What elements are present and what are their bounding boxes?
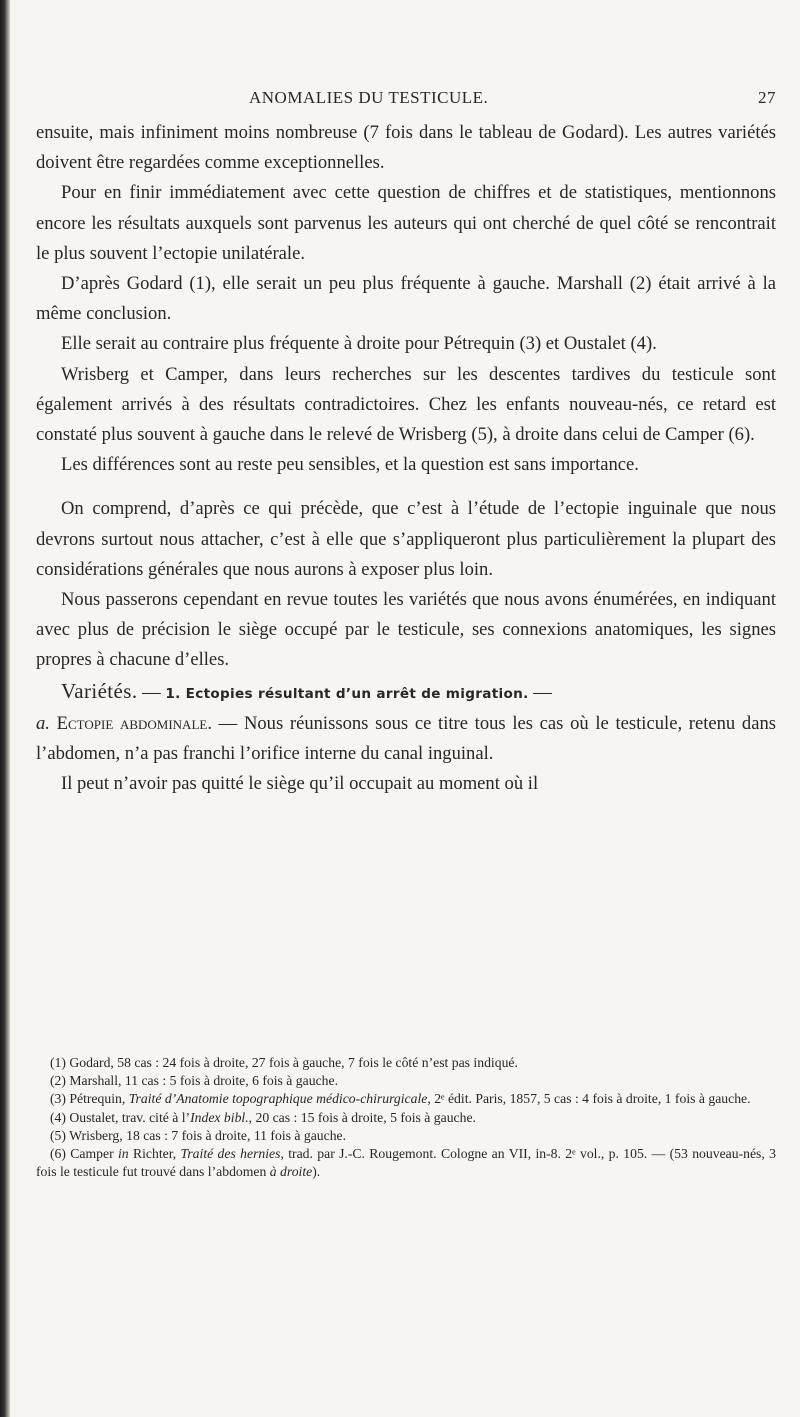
paragraph: Pour en finir immédiatement avec cette question de chiffres et de statistiques, mentionnons encore les résultats auxquels sont parvenus les auteurs qui ont cherché de quel côté se rencontrait le plus souvent l’ectopie unilatérale. <box>36 182 776 264</box>
running-head <box>36 88 778 110</box>
footnote-4 <box>36 1109 776 1127</box>
footnote-text: Richter, <box>128 1146 181 1162</box>
paragraph: On comprend, d’après ce qui précède, que c’est à l’étude de l’ectopie inguinale que nous devrons surtout nous attacher, c’est à elle que s’appliqueront plus particulièrement la plupart des considérations générales que nous aurons à exposer plus loin. <box>36 498 776 580</box>
footnote-book-title: Traité des hernies <box>180 1146 281 1162</box>
section-heading: Variétés. <box>61 678 138 703</box>
dash: — <box>528 681 552 703</box>
page-number: 27 <box>758 88 776 107</box>
footnote-text: , 2ᵉ édit. Paris, 1857, 5 cas : 4 fois à droite, 1 fois à gauche. <box>427 1091 751 1107</box>
subsection-heading: 1. Ectopies résultant d’un arrêt de migration. <box>165 685 529 702</box>
footnote-book-title: Index bibl. <box>190 1109 249 1125</box>
item-heading: Ectopie abdominale. <box>56 712 212 734</box>
footnote-3 <box>36 1090 776 1108</box>
footnote-text: (3) Pétrequin, <box>50 1091 129 1107</box>
footnote-text: (6) Camper <box>50 1146 118 1162</box>
paragraph: Elle serait au contraire plus fréquente à droite pour Pétrequin (3) et Oustalet (4). <box>61 333 657 355</box>
footnote-italic: in <box>117 1146 129 1162</box>
paragraph: ensuite, mais infiniment moins nombreuse (7 fois dans le tableau de Godard). Les autres variétés doivent être regardées comme exceptionnelles. <box>36 122 776 174</box>
footnote-italic: à droite <box>269 1164 313 1180</box>
paragraph: D’après Godard (1), elle serait un peu plus fréquente à gauche. Marshall (2) était arrivé à la même conclusion. <box>36 273 776 325</box>
footnote-6 <box>36 1145 776 1181</box>
footnote-text: ). <box>312 1164 321 1180</box>
section-heading-paragraph <box>36 676 776 770</box>
footnotes <box>36 1054 776 1181</box>
paragraph: Les différences sont au reste peu sensibles, et la question est sans importance. <box>61 454 639 476</box>
paragraph: Wrisberg et Camper, dans leurs recherches sur les descentes tardives du testicule sont également arrivés à des résultats contradictoires. Chez les enfants nouveau-nés, ce retard est constaté plus souvent à gauche dans le relevé de Wrisberg (5), à droite dans celui de Camper (6). <box>36 363 776 446</box>
item-text: — Nous réunissons sous ce titre tous les cas où le testicule, retenu dans l’abdomen, n’a pas franchi l’orifice interne du canal inguinal. <box>36 712 777 765</box>
dash: — <box>137 681 166 703</box>
book-spine-shadow <box>0 0 10 1417</box>
footnote-text: (4) Oustalet, trav. cité à l’ <box>50 1109 191 1125</box>
running-head-title: ANOMALIES DU TESTICULE. <box>249 88 489 107</box>
footnote-text: , 20 cas : 15 fois à droite, 5 fois à gauche. <box>248 1109 476 1125</box>
footnote-text: , trad. par J.-C. Rougemont. Cologne an VII, in-8. 2ᵉ vol., p. 105. — (53 nouveau-nés, 3 fois le testicule fut trouvé dans l’abdomen <box>36 1146 776 1180</box>
footnote-5: (5) Wrisberg, 18 cas : 7 fois à droite, 11 fois à gauche. <box>50 1127 347 1143</box>
paragraph: Nous passerons cependant en revue toutes les variétés que nous avons énumérées, en indiquant avec plus de précision le siège occupé par le testicule, ses connexions anatomiques, les signes propres à chacune d’elles. <box>36 589 776 671</box>
footnote-book-title: Traité d’Anatomie topographique médico-chirurgicale <box>128 1091 428 1107</box>
main-text <box>36 118 776 799</box>
footnote-2: (2) Marshall, 11 cas : 5 fois à droite, 6 fois à gauche. <box>50 1073 338 1089</box>
paragraph: Il peut n’avoir pas quitté le siège qu’il occupait au moment où il <box>61 773 539 795</box>
footnote-1: (1) Godard, 58 cas : 24 fois à droite, 27 fois à gauche, 7 fois le côté n’est pas indiqué. <box>50 1055 518 1070</box>
item-label: a. <box>36 712 57 734</box>
